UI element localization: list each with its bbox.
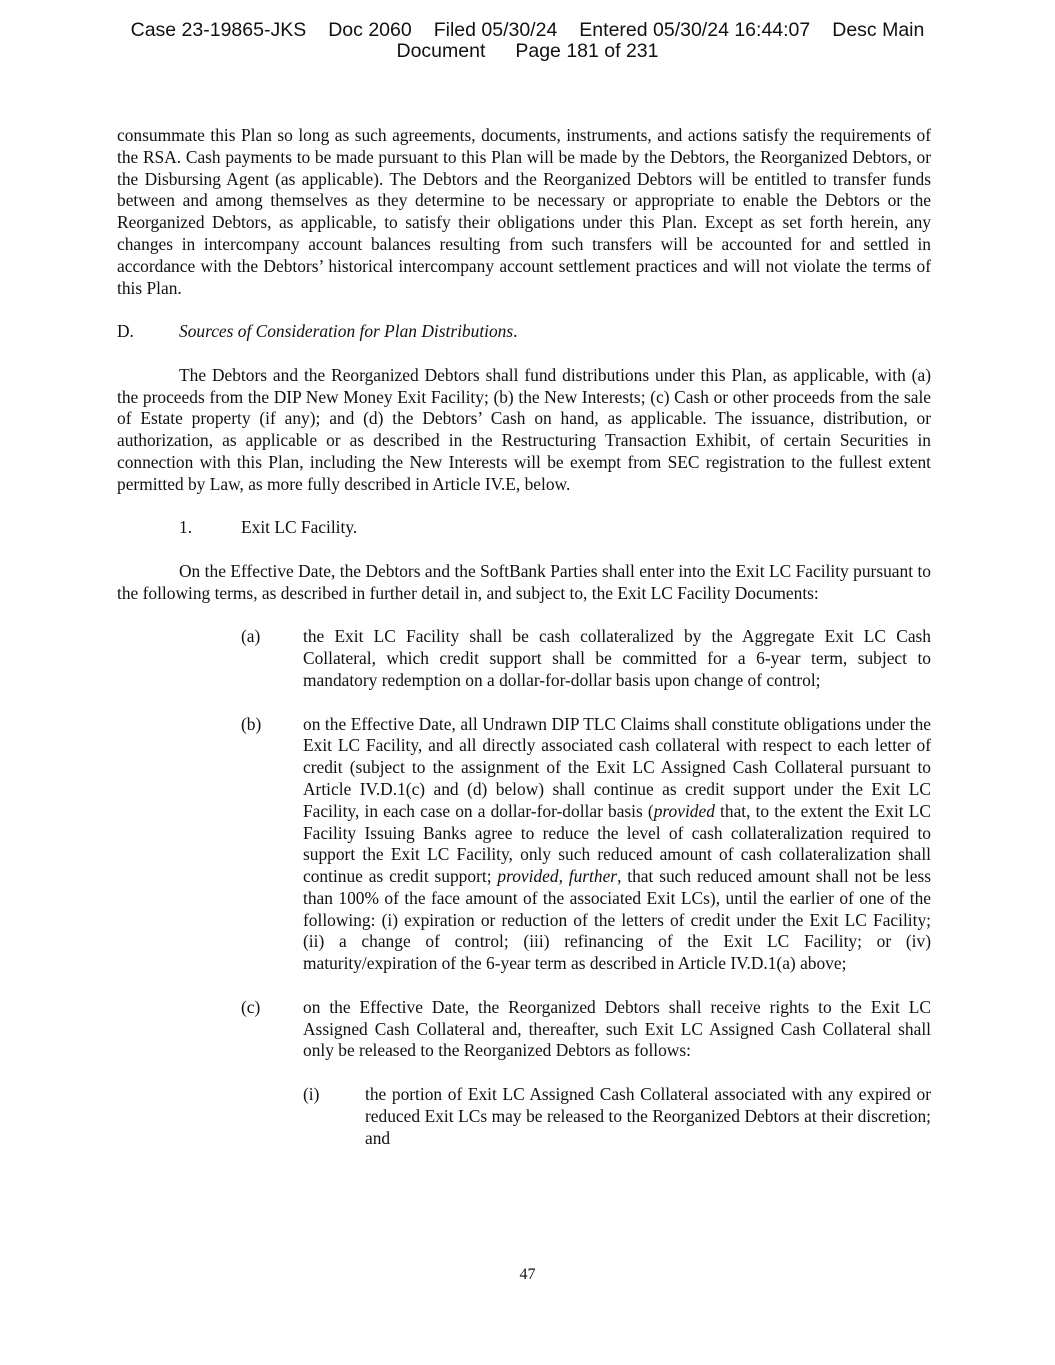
doc-number: Doc 2060 bbox=[328, 19, 412, 41]
list-item-a bbox=[241, 626, 931, 691]
entered-date: Entered 05/30/24 16:44:07 bbox=[579, 19, 811, 41]
item-label: (c) bbox=[241, 996, 261, 1017]
filed-date: Filed 05/30/24 bbox=[433, 19, 558, 41]
doc-type: Document bbox=[396, 40, 486, 62]
subsection-title: Exit LC Facility. bbox=[241, 517, 358, 538]
section-d-heading: D. Sources of Consideration for Plan Distributions. bbox=[117, 321, 518, 342]
subitem-label: (i) bbox=[303, 1084, 320, 1105]
header-line-1 bbox=[0, 20, 1055, 41]
court-filing-header bbox=[0, 20, 1055, 62]
subitem-text: the portion of Exit LC Assigned Cash Collateral associated with any expired or reduced Exit LCs may be released to the Reorganized Debtors at their discretion; and bbox=[365, 1084, 931, 1148]
list-subitem-i bbox=[303, 1084, 931, 1149]
section-number: D. bbox=[117, 321, 134, 342]
list-item-c bbox=[241, 997, 931, 1062]
section-title: Sources of Consideration for Plan Distributions bbox=[179, 321, 514, 342]
document-body bbox=[117, 125, 931, 1171]
paragraph-exit-lc: On the Effective Date, the Debtors and the SoftBank Parties shall enter into the Exit LC Facility pursuant to the following terms, as described in further detail in, and subject to, the Exit LC Facility Documents: bbox=[117, 560, 931, 603]
item-text: on the Effective Date, all Undrawn DIP TLC Claims shall constitute obligations under the Exit LC Facility, and all directly associated cash collateral with respect to each letter of credit (subject to the assignment of the Exit LC Assigned Cash Collateral pursuant to Article IV.D.1(c) and (d) below) shall continue as credit support under the Exit LC Facility, in each case on a dollar-for-dollar basis (provided that, to the extent the Exit LC Facility Issuing Banks agree to reduce the level of cash collateralization required to support the Exit LC Facility, only such reduced amount of cash collateralization shall continue as credit support; provided, further, that such reduced amount shall not be less than 100% of the face amount of the associated Exit LCs), until the earlier of one of the following: (i) expiration or reduction of the letters of credit under the Exit LC Facility; (ii) a change of control; (iii) refinancing of the Exit LC Facility; or (iv) maturity/expiration of the 6-year term as described in Article IV.D.1(a) above; bbox=[303, 713, 931, 974]
paragraph-sources: The Debtors and the Reorganized Debtors shall fund distributions under this Plan, as applicable, with (a) the proceeds from the DIP New Money Exit Facility; (b) the New Interests; (c) Cash or other proceeds from the sale of Estate property (if any); and (d) the Debtors’ Cash on hand, as applicable. The issuance, distribution, or authorization, as applicable or as described in the Restructuring Transaction Exhibit, of certain Securities in connection with this Plan, including the New Interests will be exempt from SEC registration to the fullest extent permitted by Law, as more fully described in Article IV.E, below. bbox=[117, 364, 931, 494]
doc-description: Desc Main bbox=[832, 19, 925, 41]
header-line-2 bbox=[0, 41, 1055, 62]
list-item-b bbox=[241, 714, 931, 976]
case-number: Case 23-19865-JKS bbox=[130, 19, 307, 41]
subsection-1-heading bbox=[179, 517, 931, 539]
page-count: Page 181 of 231 bbox=[515, 40, 659, 62]
subsection-number: 1. bbox=[179, 517, 193, 538]
item-label: (a) bbox=[241, 626, 261, 647]
page-number: 47 bbox=[519, 1266, 536, 1283]
item-text: the Exit LC Facility shall be cash collateralized by the Aggregate Exit LC Cash Collateral, which credit support shall be committed for a 6-year term, subject to mandatory redemption on a dollar-for-dollar basis upon change of control; bbox=[303, 626, 931, 690]
item-text: on the Effective Date, the Reorganized Debtors shall receive rights to the Exit LC Assigned Cash Collateral and, thereafter, such Exit LC Assigned Cash Collateral shall only be released to the Reorganized Debtors as follows: bbox=[303, 996, 931, 1061]
paragraph-continuation: consummate this Plan so long as such agreements, documents, instruments, and actions satisfy the requirements of the RSA. Cash payments to be made pursuant to this Plan will be made by the Debtors, the Reorganized Debtors, or the Disbursing Agent (as applicable). The Debtors and the Reorganized Debtors will be entitled to transfer funds between and among themselves as they determine to be necessary or appropriate to enable the Debtors or the Reorganized Debtors, as applicable, to satisfy their obligations under this Plan. Except as set forth herein, any changes in intercompany account balances resulting from such transfers will be accounted for and settled in accordance with the Debtors’ historical intercompany account settlement practices and will not violate the terms of this Plan. bbox=[117, 125, 931, 298]
item-label: (b) bbox=[241, 713, 262, 734]
